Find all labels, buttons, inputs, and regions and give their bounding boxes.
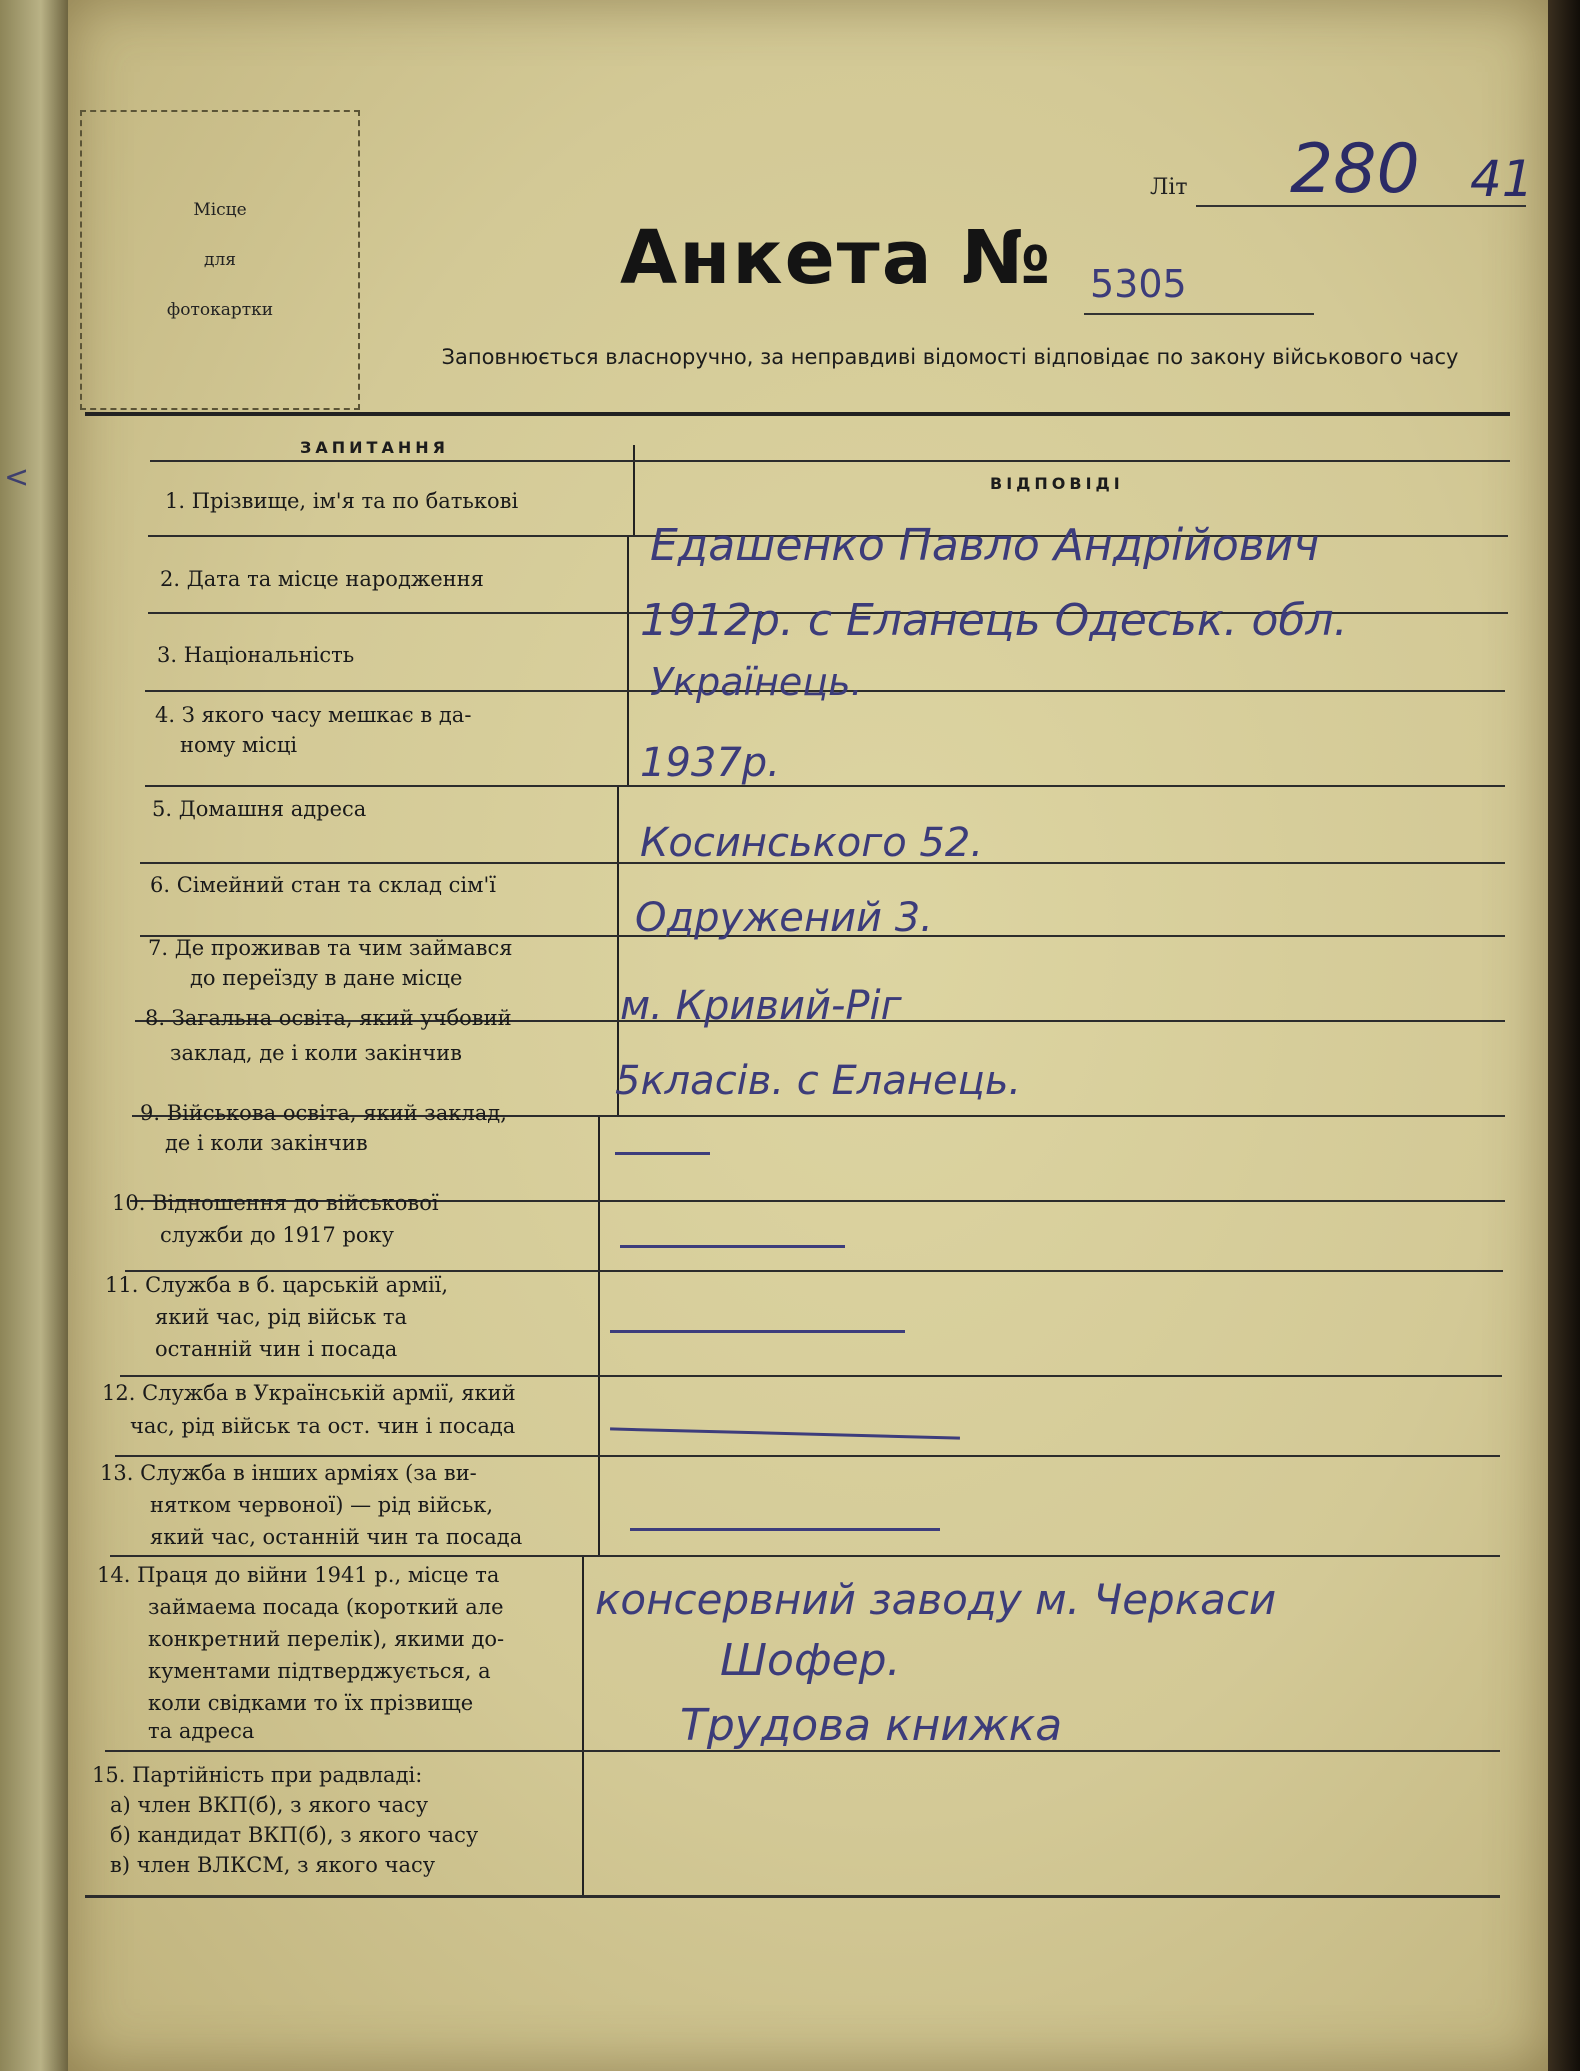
table-top-rule xyxy=(85,412,1510,416)
title-text: Анкета № xyxy=(620,215,1053,301)
answer-14-line-3: Трудова книжка xyxy=(680,1700,1063,1751)
left-page-edge xyxy=(0,0,68,2071)
question-11-line-1: 11. Служба в б. царській армії, xyxy=(105,1273,449,1297)
row-divider xyxy=(145,785,1505,787)
question-10-line-2: служби до 1917 року xyxy=(160,1223,395,1247)
page-number: 41 xyxy=(1470,150,1534,208)
question-3: 3. Національність xyxy=(157,643,355,667)
question-13-line-3: який час, останній чин та посада xyxy=(150,1525,523,1549)
column-divider xyxy=(598,1115,600,1555)
question-15-line-1: 15. Партійність при радвладі: xyxy=(92,1763,423,1787)
question-12-line-2: час, рід військ та ост. чин і посада xyxy=(130,1414,516,1438)
answer-13-dash xyxy=(630,1528,940,1531)
question-11-line-3: останній чин і посада xyxy=(155,1337,398,1361)
binding-edge xyxy=(1548,0,1580,2071)
answer-8: 5класів. с Еланець. xyxy=(615,1058,1022,1104)
row-divider xyxy=(150,460,1510,462)
question-8-line-2: заклад, де і коли закінчив xyxy=(170,1041,462,1065)
photo-label-1: Місце xyxy=(193,200,247,220)
question-4-line-1: 4. З якого часу мешкає в да- xyxy=(155,703,472,727)
question-1: 1. Прізвище, ім'я та по батькові xyxy=(165,489,519,513)
answer-5: Косинського 52. xyxy=(640,820,984,866)
answer-10-dash xyxy=(620,1245,845,1248)
question-11-line-2: який час, рід військ та xyxy=(155,1305,407,1329)
question-13-line-2: нятком червоної) — рід військ, xyxy=(150,1493,494,1517)
column-divider xyxy=(627,535,629,785)
answer-14-line-1: консервний заводу м. Черкаси xyxy=(595,1575,1277,1624)
question-14-line-3: конкретний перелік), якими до- xyxy=(148,1627,505,1651)
question-14-line-4: кументами підтверджується, а xyxy=(148,1659,491,1683)
anketa-number-underline xyxy=(1084,313,1314,315)
row-divider xyxy=(115,1455,1500,1457)
question-14-line-1: 14. Праця до війни 1941 р., місце та xyxy=(97,1563,500,1587)
page-title xyxy=(620,215,1052,301)
question-10-line-1: 10. Відношення до військової xyxy=(112,1191,439,1215)
question-9-line-1: 9. Військова освіта, який заклад, xyxy=(140,1101,507,1125)
question-7-line-2: до переїзду в дане місце xyxy=(190,966,463,990)
column-divider xyxy=(633,445,635,535)
photo-placeholder xyxy=(80,110,360,410)
lit-label: Літ xyxy=(1150,175,1188,200)
question-13-line-1: 13. Служба в інших арміях (за ви- xyxy=(100,1461,477,1485)
answer-7: м. Кривий-Ріг xyxy=(620,983,902,1029)
lit-number: 280 xyxy=(1290,130,1420,209)
question-7-line-1: 7. Де проживав та чим займався xyxy=(148,936,513,960)
answer-2: 1912р. с Еланець Одеськ. обл. xyxy=(640,595,1348,646)
answers-header: ВІДПОВІДІ xyxy=(990,474,1124,493)
answer-3: Українець. xyxy=(650,660,863,704)
question-15-line-3: б) кандидат ВКП(б), з якого часу xyxy=(110,1823,479,1847)
anketa-number: 5305 xyxy=(1090,262,1187,306)
photo-label-3: фотокартки xyxy=(166,300,274,320)
answer-11-dash xyxy=(610,1330,905,1333)
margin-mark: < xyxy=(4,460,30,495)
photo-label-2: для xyxy=(204,250,236,270)
question-9-line-2: де і коли закінчив xyxy=(165,1131,368,1155)
question-5: 5. Домашня адреса xyxy=(152,797,367,821)
row-divider xyxy=(110,1555,1500,1557)
instructions: Заповнюється власноручно, за неправдиві відомості відповідає по закону військового часу xyxy=(441,345,1459,369)
question-15-line-2: а) член ВКП(б), з якого часу xyxy=(110,1793,429,1817)
answer-4: 1937р. xyxy=(640,740,780,786)
question-14-line-6: та адреса xyxy=(148,1719,255,1743)
question-15-line-4: в) член ВЛКСМ, з якого часу xyxy=(110,1853,436,1877)
question-14-line-5: коли свідками то їх прізвище xyxy=(148,1691,474,1715)
answer-9-dash xyxy=(615,1152,710,1155)
question-12-line-1: 12. Служба в Українській армії, який xyxy=(102,1381,516,1405)
answer-1: Едашенко Павло Андрійович xyxy=(650,520,1320,571)
questions-header: ЗАПИТАННЯ xyxy=(300,438,449,457)
question-8-line-1: 8. Загальна освіта, який учбовий xyxy=(145,1006,512,1030)
row-divider xyxy=(120,1375,1502,1377)
answer-14-line-2: Шофер. xyxy=(720,1635,901,1686)
question-4-line-2: ному місці xyxy=(180,733,298,757)
column-divider xyxy=(582,1555,584,1895)
question-2: 2. Дата та місце народження xyxy=(160,567,484,591)
question-14-line-2: займаема посада (короткий але xyxy=(148,1595,504,1619)
table-bottom-rule xyxy=(85,1895,1500,1898)
answer-6: Одружений 3. xyxy=(635,895,933,941)
question-6: 6. Сімейний стан та склад сім'ї xyxy=(150,873,496,897)
